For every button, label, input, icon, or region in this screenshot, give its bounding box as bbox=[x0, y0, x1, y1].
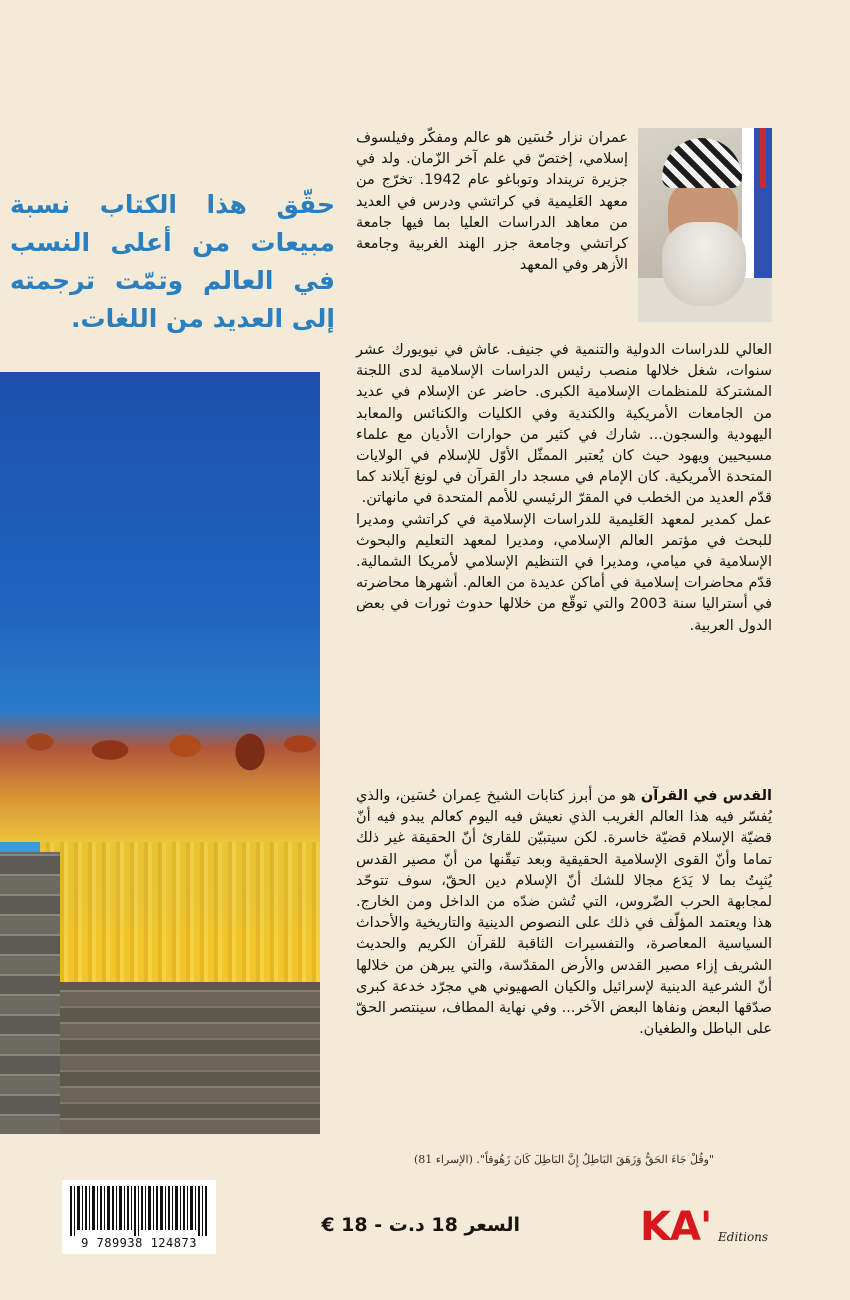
isbn-barcode bbox=[62, 1180, 216, 1254]
tagline: حقّق هذا الكتاب نسبة مبيعات من أعلى النسب في العالم وتمّت ترجمته إلى العديد من اللغات. bbox=[10, 190, 335, 333]
photo-trees bbox=[0, 722, 320, 802]
photo-tower bbox=[0, 852, 60, 1134]
publisher-logo bbox=[640, 1204, 772, 1258]
price-label: السعر 18 د.ت - 18 € bbox=[321, 1214, 520, 1236]
author-bio-body bbox=[356, 340, 772, 637]
portrait-flag-stripe bbox=[760, 128, 766, 188]
photo-stone-wall bbox=[40, 982, 320, 1134]
portrait-cap bbox=[662, 138, 742, 188]
cover-photo-landscape bbox=[0, 372, 320, 1134]
book-summary bbox=[356, 786, 772, 1040]
publisher-logo-mark: KA' bbox=[640, 1204, 712, 1250]
barcode-bars bbox=[70, 1186, 208, 1236]
author-bio-paragraph: عمل كمدير لمعهد العَليمية للدراسات الإسلامية في كراتشي ومديرا للبحث في مؤتمر العالم الإسلامي، ومديرا لمعهد التعليم والبحوث الإسلامية في ميامي، ومديرا في التنظيم الإسلامي لأمريكا الشمالية. قدّم محاضرات إسلامية في أماكن عديدة من العالم. أشهرها محاضرته في أستراليا سنة 2003 والتي توقّع من خلالها حدوث ثورات في بعض الدول العربية. bbox=[356, 511, 772, 634]
quran-quote: "وقُلْ جَاءَ الحَقُّ وَزَهَقَ البَاطِلُ إِنَّ البَاطِلَ كَانَ زَهُوقاً". (الإسراء 81) bbox=[413, 1153, 715, 1166]
isbn-number: 9 789938 124873 bbox=[81, 1236, 197, 1250]
author-portrait bbox=[638, 128, 772, 322]
book-title: القدس في القرآن bbox=[640, 788, 773, 804]
publisher-logo-sub: Editions bbox=[718, 1230, 769, 1244]
author-bio-intro: عمران نزار حُسَين هو عالم ومفكّر وفيلسوف إسلامي، إختصّ في علم آخر الزّمان. ولد في جزيرة ترينداد وتوباغو عام 1942. تخرّج من معهد العَليمية في كراتشي ودرس في العديد من معاهد الدراسات العليا بما فيها جامعة كراتشي وجامعة جزر الهند الغربية وجامعة الأزهر وفي المعهد bbox=[356, 130, 628, 274]
photo-field bbox=[40, 842, 320, 982]
book-summary-text: هو من أبرز كتابات الشيخ عِمران حُسَين، والذي يُفسّر فيه هذا العالم الغريب الذي نعيش فيه اليوم كعالم يبدو فيه أنّ قضيّة الإسلام قضيّة خاسرة. لكن سيتبيّن للقارئ أنّ الحقيقة غير ذلك تماما وأنّ القوى الإسلامية الحقيقية وبعد تيقّنها من أنّ مصير القدس يُثبِتُ بما لا يَدَع مجالا للشك أنّ الإسلام دين الحقّ، سوف تتوحّد لمجابهة الحرب الضّروس، التي تُشن ضدّه من الداخل ومن الخارج. هذا ويعتمد المؤلّف في ذلك على النصوص الدينية والتاريخية والأحداث السياسية المعاصرة، والتفسيرات الثاقبة للقرآن الكريم والحديث الشريف إزاء مصير القدس والأرض المقدّسة، والتي يبرهن من خلالها أنّ الشرعية الدينية لإسرائيل والكيان الصهيوني هي مجرّد خدعة كبرى صدّقها البعض ونفاها البعض الآخر... وفي نهاية المطاف، سينتصر الحقّ على الباطل والطغيان. bbox=[356, 788, 772, 1038]
portrait-beard bbox=[662, 222, 746, 306]
author-bio-paragraph: العالي للدراسات الدولية والتنمية في جنيف. عاش في نيويورك عشر سنوات، شغل خلالها منصب رئيس الدراسات الإسلامية لدى اللجنة المشتركة للمنظمات الإسلامية الكبرى. حاضر عن الإسلام في عديد من الجامعات الأمريكية والكندية وفي الكليات والكنائس والمعابد اليهودية والسجون... شارك في كثير من حوارات الأديان مع علماء مسيحيين ويهود حيث كان يُعتبر الممثّل الأوّل للإسلام في الولايات المتحدة الأمريكية. كان الإمام في مسجد دار القرآن في لونغ آيلاند كما قدّم العديد من الخطب في المقرّ الرئيسي للأمم المتحدة في مانهاتن. bbox=[356, 342, 772, 507]
